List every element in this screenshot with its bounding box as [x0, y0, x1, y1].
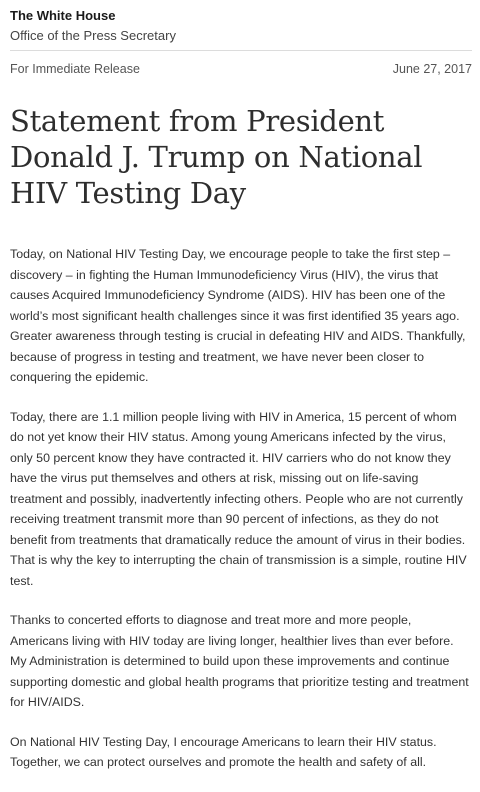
release-label: For Immediate Release [10, 62, 140, 76]
page-title: Statement from President Donald J. Trump on National HIV Testing Day [10, 104, 423, 210]
organization-name: The White House [10, 8, 116, 23]
release-date: June 27, 2017 [392, 62, 472, 76]
paragraph-3: Thanks to concerted efforts to diagnose and treat more and more people, Americans living with HIV today are living longer, healthier lives than ever before. My Administration is determined to build upon these improvements and continue supporting domestic and global health programs that prioritize testing and treatment for HIV/AIDS. [10, 613, 469, 709]
paragraph-2: Today, there are 1.1 million people living with HIV in America, 15 percent of whom do not yet know their HIV status. Among young Americans infected by the virus, only 50 percent know they have contracted it. HIV carriers who do not know they have the virus put themselves and others at risk, missing out on life-saving treatment and possibly, inadvertently infecting others. People who are not currently receiving treatment transmit more than 90 percent of infections, as they do not benefit from treatments that dramatically reduce the amount of virus in their bodies. That is why the key to interrupting the chain of transmission is a simple, routine HIV test. [10, 409, 467, 588]
paragraph-1: Today, on National HIV Testing Day, we encourage people to take the first step – discovery – in fighting the Human Immunodeficiency Virus (HIV), the virus that causes Acquired Immunodeficiency Syndrome (AIDS). HIV has been one of the world’s most significant health challenges since it was first identified 35 years ago. Greater awareness through testing is crucial in defeating HIV and AIDS. Thankfully, because of progress in testing and treatment, we have never been closer to conquering the epidemic. [10, 247, 466, 384]
header-divider [10, 50, 472, 51]
office-name: Office of the Press Secretary [10, 28, 176, 43]
statement-body [10, 244, 472, 792]
paragraph-4: On National HIV Testing Day, I encourage Americans to learn their HIV status. Together, we can protect ourselves and promote the health and safety of all. [10, 734, 437, 769]
